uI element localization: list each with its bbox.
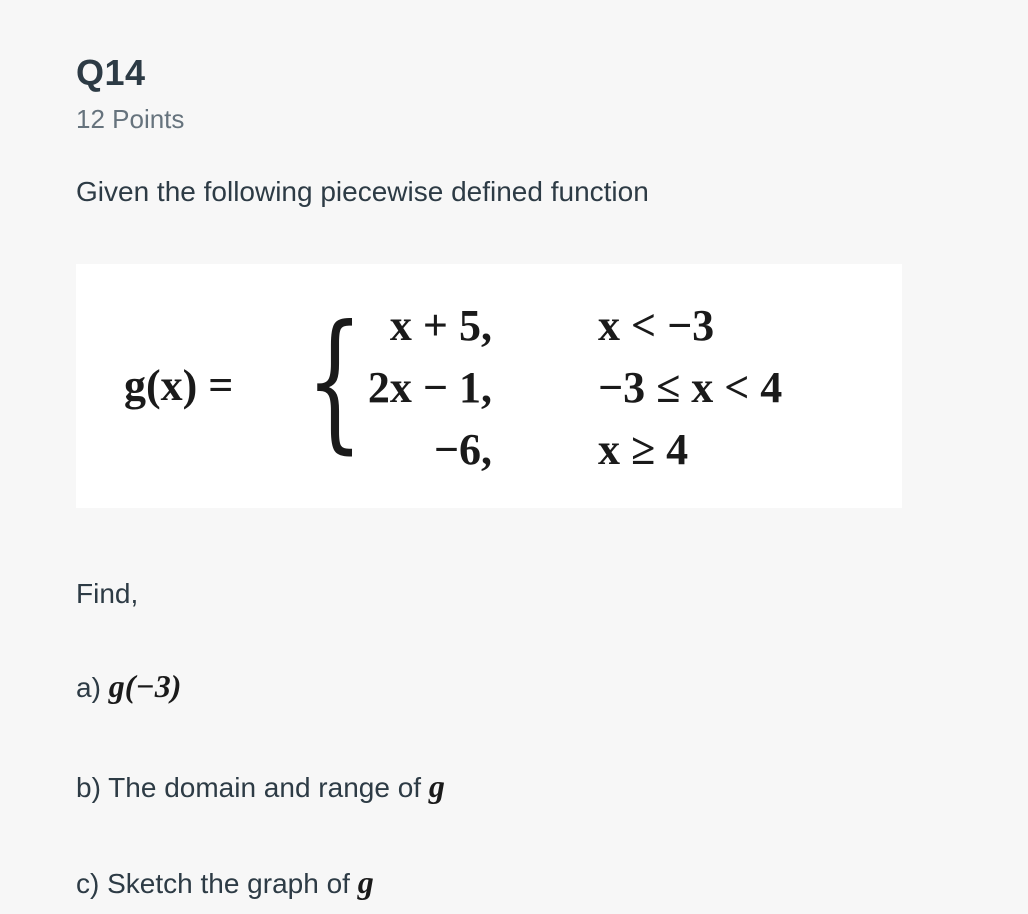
- find-item-b: [76, 768, 445, 805]
- left-brace: {: [306, 294, 364, 468]
- question-title: Q14: [76, 52, 146, 93]
- case-condition-3: x ≥ 4: [598, 425, 689, 474]
- formula-image: [76, 264, 902, 508]
- formula-lhs: g(x) =: [124, 361, 234, 410]
- find-item-a: [76, 668, 181, 705]
- find-label: Find,: [76, 578, 139, 609]
- find-item-c: [76, 864, 374, 901]
- find-item-a-prefix: a): [76, 672, 109, 703]
- case-condition-2: −3 ≤ x < 4: [598, 363, 783, 412]
- case-expression-1: x + 5,: [389, 301, 492, 350]
- find-item-b-prefix: b) The domain and range of: [76, 772, 429, 803]
- question-points: 12 Points: [76, 104, 185, 134]
- case-expression-3: −6,: [433, 425, 492, 474]
- find-item-a-math: g(−3): [108, 668, 182, 704]
- find-item-c-prefix: c) Sketch the graph of: [76, 868, 358, 899]
- question-intro: Given the following piecewise defined function: [76, 176, 649, 207]
- find-item-b-math: g: [428, 768, 445, 804]
- case-condition-1: x < −3: [598, 301, 715, 350]
- case-expression-2: 2x − 1,: [367, 363, 492, 412]
- find-item-c-math: g: [357, 864, 374, 900]
